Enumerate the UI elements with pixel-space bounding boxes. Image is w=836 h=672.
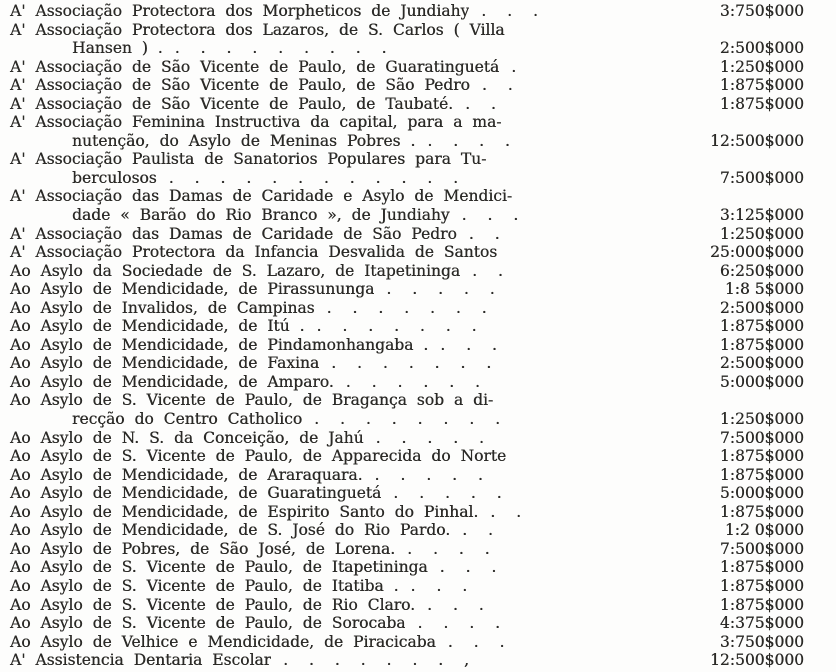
entry-value: 1:875$000 xyxy=(719,558,804,577)
leader-dots: . . . xyxy=(481,2,539,20)
entry-name: A' Associação de São Vicente de Paulo, de São Pedro xyxy=(10,76,470,95)
entry-value: 1:250$000 xyxy=(719,57,804,76)
leader-dots: . . . . . xyxy=(375,428,485,447)
leader-dots: . . . . . . . . xyxy=(314,410,502,429)
leader-dots: . . . . . . xyxy=(345,372,481,391)
leader-dots: . . . xyxy=(461,206,520,225)
entry-name: Ao Asylo de S. Vicente de Paulo, de Itapetininga xyxy=(10,558,428,577)
ledger-row xyxy=(0,225,836,244)
entry-name: Hansen ) . xyxy=(72,39,163,58)
entry-value: 1:875$000 xyxy=(719,335,804,354)
entry-name: Ao Asylo de Invalidos, de Campinas xyxy=(10,298,315,317)
entry-name: Ao Asylo de Mendicidade, de Araraquara. xyxy=(10,465,363,484)
entry-value: 1:875$000 xyxy=(719,94,804,113)
entry-value: 5:000$000 xyxy=(719,484,804,503)
ledger-row xyxy=(0,410,836,429)
entry-value: 1:875$000 xyxy=(719,317,804,336)
leader-dots: . . xyxy=(462,521,494,540)
ledger-row xyxy=(0,391,836,410)
entry-name: Ao Asylo de Mendicidade, de Guaratinguetá xyxy=(10,484,382,503)
leader-dots: . . xyxy=(490,502,523,521)
leader-dots: . . . . . xyxy=(393,484,503,503)
entry-value: 4:375$000 xyxy=(719,614,804,633)
entry-value: 7:500$000 xyxy=(719,428,804,447)
ledger-row xyxy=(0,262,836,281)
entry-value: 2:500$000 xyxy=(719,298,804,317)
entry-name: Ao Asylo de Mendicidade, de Espirito Santo do Pinhal. xyxy=(10,502,479,521)
ledger-row xyxy=(0,447,836,466)
entry-value: 1:8 5$000 xyxy=(724,280,804,299)
entry-value: 3:750$000 xyxy=(719,632,804,651)
entry-name: Ao Asylo da Sociedade de S. Lazaro, de Itapetininga xyxy=(10,261,461,280)
entry-value: 25:000$000 xyxy=(710,243,804,262)
entry-name: Ao Asylo de Velhice e Mendicidade, de Piracicaba xyxy=(10,632,436,651)
ledger-row xyxy=(0,429,836,448)
entry-name: Ao Asylo de S. Vicente de Paulo, de Sorocaba xyxy=(10,614,406,633)
entry-name: A' Associação das Damas de Caridade e Asylo de Mendici- xyxy=(10,187,513,206)
entry-name: A' Associação Protectora dos Lazaros, de S. Carlos ( Villa xyxy=(10,20,505,39)
ledger-row xyxy=(0,317,836,336)
entry-value: 2:500$000 xyxy=(719,39,804,58)
entry-value: 12:500$000 xyxy=(710,131,804,150)
entry-name: recção do Centro Catholico xyxy=(72,410,303,429)
entry-name: Ao Asylo de S. Vicente de Paulo, de Itatiba . xyxy=(10,576,399,595)
ledger-row xyxy=(0,132,836,151)
entry-value: 1:2 0$000 xyxy=(724,521,804,540)
ledger-row xyxy=(0,614,836,633)
entry-name: A' Associação Feminina Instructiva da capital, para a ma- xyxy=(10,113,502,132)
ledger-row xyxy=(0,150,836,169)
leader-dots: . xyxy=(511,57,518,76)
leader-dots: . . . xyxy=(410,576,469,595)
entry-name: Ao Asylo de S. Vicente de Paulo, de Bragança sob a di- xyxy=(10,391,494,410)
ledger-row xyxy=(0,21,836,40)
ledger-row xyxy=(0,521,836,540)
ledger-row xyxy=(0,187,836,206)
leader-dots: . . . xyxy=(447,632,506,651)
leader-dots: . . . . . . . , xyxy=(283,651,470,670)
leader-dots: . . . . xyxy=(417,614,501,633)
entry-name: Ao Asylo de Mendicidade, de S. José do Rio Pardo. xyxy=(10,521,451,540)
entry-name: Ao Asylo de Mendicidade, de Pindamonhangaba . xyxy=(10,335,429,354)
ledger-row xyxy=(0,280,836,299)
entry-name: Ao Asylo de Mendicidade, de Pirassununga xyxy=(10,280,375,299)
ledger-row xyxy=(0,336,836,355)
leader-dots: . . xyxy=(465,94,497,113)
entry-name: Ao Asylo de S. Vicente de Paulo, de Rio Claro. xyxy=(10,595,416,614)
entry-value: 1:875$000 xyxy=(719,465,804,484)
leader-dots: . . . xyxy=(439,558,498,577)
ledger-row xyxy=(0,577,836,596)
leader-dots: . . . xyxy=(427,595,485,614)
ledger-row xyxy=(0,596,836,615)
leader-dots: . . . . xyxy=(427,131,511,150)
ledger-row xyxy=(0,373,836,392)
leader-dots: . . xyxy=(472,261,504,280)
ledger-row xyxy=(0,540,836,559)
entry-value: 1:250$000 xyxy=(719,224,804,243)
entry-name: A' Associação das Damas de Caridade de São Pedro xyxy=(10,224,457,243)
ledger-row xyxy=(0,95,836,114)
ledger-row xyxy=(0,299,836,318)
leader-dots: . . xyxy=(468,224,501,243)
entry-name: A' Associação Protectora da Infancia Desvalida de Santos xyxy=(10,243,498,262)
ledger-row xyxy=(0,76,836,95)
entry-name: Ao Asylo de Pobres, de São José, de Lorena. xyxy=(10,539,396,558)
leader-dots: . . . . . . . . . xyxy=(174,39,388,58)
leader-dots: . . . xyxy=(440,335,498,354)
ledger-row xyxy=(0,169,836,188)
entry-name: Ao Asylo de N. S. da Conceição, de Jahú xyxy=(10,428,364,447)
entry-value: 7:500$000 xyxy=(719,539,804,558)
entry-name: berculosos xyxy=(72,168,157,187)
entry-name: Ao Asylo de S. Vicente de Paulo, de Apparecida do Norte xyxy=(10,447,507,466)
entry-value: 1:250$000 xyxy=(719,410,804,429)
entry-value: 3:750$000 xyxy=(719,2,804,20)
entry-value: 1:875$000 xyxy=(719,447,804,466)
leader-dots: . . xyxy=(481,76,514,95)
leader-dots: . . . . . . . xyxy=(331,354,493,373)
leader-dots: . . . . . xyxy=(374,465,484,484)
entry-value: 7:500$000 xyxy=(719,168,804,187)
ledger-row xyxy=(0,2,836,21)
ledger-row xyxy=(0,484,836,503)
entry-value: 6:250$000 xyxy=(719,261,804,280)
ledger-row xyxy=(0,113,836,132)
leader-dots: . . . . . . . xyxy=(316,317,478,336)
ledger-row xyxy=(0,39,836,58)
entry-value: 1:875$000 xyxy=(719,576,804,595)
entry-value: 12:500$000 xyxy=(710,651,804,670)
leader-dots: . . . . . xyxy=(386,280,496,299)
ledger-row xyxy=(0,466,836,485)
entry-value: 1:875$000 xyxy=(719,76,804,95)
entry-value: 2:500$000 xyxy=(719,354,804,373)
entry-name: A' Associação Paulista de Sanatorios Populares para Tu- xyxy=(10,150,487,169)
entry-name: A' Associação de São Vicente de Paulo, de Guaratinguetá xyxy=(10,57,500,76)
leader-dots: . . . . . . . . . . . . xyxy=(168,168,460,187)
entry-value: 5:000$000 xyxy=(719,372,804,391)
ledger-row xyxy=(0,503,836,522)
ledger-row xyxy=(0,206,836,225)
entry-name: A' Assistencia Dentaria Escolar xyxy=(10,651,272,670)
ledger-row xyxy=(0,651,836,670)
entry-value: 1:875$000 xyxy=(719,502,804,521)
entry-value: 3:125$000 xyxy=(719,206,804,225)
ledger-row xyxy=(0,558,836,577)
entry-name: nutenção, do Asylo de Meninas Pobres . xyxy=(72,131,416,150)
ledger-row xyxy=(0,58,836,77)
entry-name: Ao Asylo de Mendicidade, de Faxina xyxy=(10,354,320,373)
entry-name: dade « Barão do Rio Branco », de Jundiahy xyxy=(72,206,450,225)
entry-name: A' Associação Protectora dos Morpheticos de Jundiahy xyxy=(10,2,470,20)
leader-dots: . . . . xyxy=(407,539,491,558)
leader-dots: . . . . . . . xyxy=(326,298,488,317)
ledger-row xyxy=(0,633,836,652)
ledger-row xyxy=(0,354,836,373)
entry-name: A' Associação de São Vicente de Paulo, de Taubaté. xyxy=(10,94,454,113)
entry-name: Ao Asylo de Mendicidade, de Itú . xyxy=(10,317,305,336)
entry-value: 1:875$000 xyxy=(719,595,804,614)
entry-name: Ao Asylo de Mendicidade, de Amparo. xyxy=(10,372,334,391)
ledger-row xyxy=(0,243,836,262)
